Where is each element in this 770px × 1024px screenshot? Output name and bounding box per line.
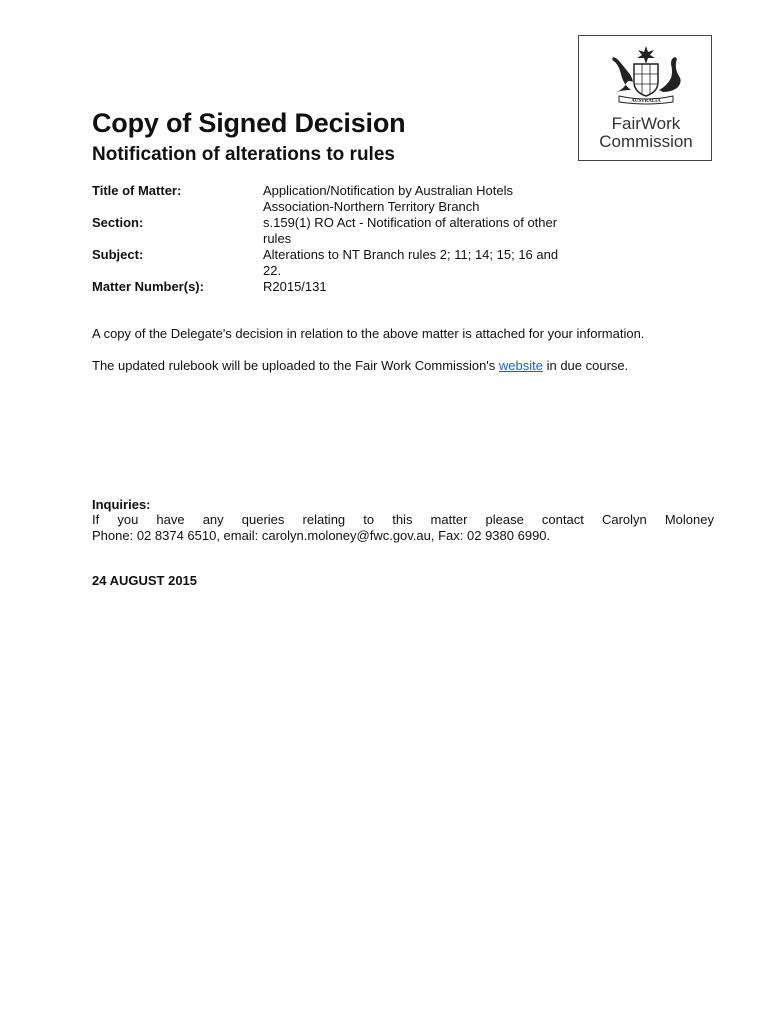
page-subtitle: Notification of alterations to rules bbox=[92, 144, 395, 165]
matter-number-value: R2015/131 bbox=[263, 279, 327, 294]
subject-label: Subject: bbox=[92, 247, 144, 262]
coat-of-arms-icon bbox=[601, 44, 691, 106]
inquiries-line2: Phone: 02 8374 6510, email: carolyn.moloney@fwc.gov.au, Fax: 02 9380 6990. bbox=[92, 528, 551, 543]
brand-name-line1: FairWork bbox=[611, 114, 681, 133]
subject-value: Alterations to NT Branch rules 2; 11; 14; 15; 16 and 22. bbox=[263, 247, 559, 278]
rulebook-text-after: in due course. bbox=[542, 358, 629, 373]
svg-text:AUSTRALIA: AUSTRALIA bbox=[631, 99, 661, 104]
decision-attached-paragraph: A copy of the Delegate's decision in relation to the above matter is attached for your information. bbox=[92, 326, 645, 341]
title-of-matter-label: Title of Matter: bbox=[92, 183, 182, 198]
matter-number-label: Matter Number(s): bbox=[92, 279, 204, 294]
rulebook-update-paragraph bbox=[92, 358, 714, 374]
inquiries-line1: If you have any queries relating to this matter please contact Carolyn Moloney bbox=[92, 512, 714, 527]
website-link[interactable]: website bbox=[498, 358, 543, 373]
section-label: Section: bbox=[92, 215, 144, 230]
page-title: Copy of Signed Decision bbox=[92, 108, 406, 138]
inquiries-text bbox=[92, 512, 714, 544]
brand-name-line2: Commission bbox=[599, 132, 693, 151]
decision-date: 24 AUGUST 2015 bbox=[92, 573, 198, 588]
fair-work-commission-logo bbox=[578, 35, 712, 161]
inquiries-heading: Inquiries: bbox=[92, 497, 151, 512]
title-of-matter-value: Application/Notification by Australian Hotels Association-Northern Territory Branch bbox=[263, 183, 514, 214]
rulebook-text-before: The updated rulebook will be uploaded to the Fair Work Commission's bbox=[92, 358, 499, 373]
section-value: s.159(1) RO Act - Notification of alterations of other rules bbox=[263, 215, 558, 246]
